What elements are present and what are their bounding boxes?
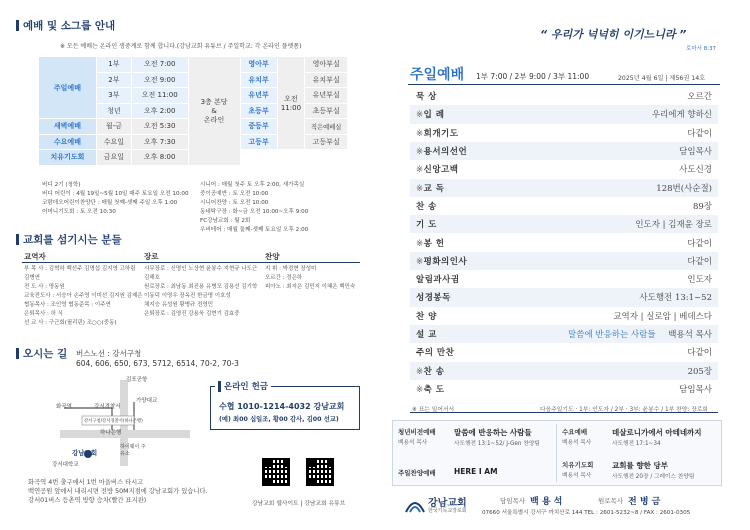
footer-senior-name: 백 용 석 (530, 497, 563, 507)
clergy-4: 협동목사 : 조인영 협동준목 : 이주연 (24, 302, 111, 308)
part-1: 1부 (96, 57, 131, 73)
choir-1: 오르간 : 정은하 (265, 275, 303, 281)
clergy-6: 선 교 사 : 구근회(필리핀) 조○○(중동) (24, 320, 117, 326)
section-bar (218, 381, 221, 392)
order-row (410, 215, 718, 233)
order-label-text: 찬 송 (423, 366, 445, 377)
school-5: 고등부 (240, 134, 277, 150)
room-3: 초등부실 (305, 103, 348, 119)
staff-title-text: 교회를 섬기시는 분들 (23, 234, 122, 246)
room-0: 영아부실 (305, 57, 348, 73)
wed-day: 수요일 (96, 134, 131, 150)
bus-numbers: 604, 606, 650, 673, 5712, 6514, 70-2, 70-3 (76, 359, 239, 368)
school-1: 유치부 (240, 72, 277, 88)
stand-mark: ※ (416, 165, 424, 176)
order-label-text: 기 도 (416, 220, 437, 231)
map-label-hwagok: 화곡역 (56, 404, 72, 410)
stand-mark: ※ (416, 110, 424, 121)
service-title: 주일예배 (410, 67, 465, 83)
order-label-text: 설 교 (416, 330, 437, 341)
note-r-5: 우비테어 : 매월 둘째-셋째 토요일 오후 2:00 (200, 227, 309, 233)
order-value: 다같이 (687, 348, 712, 359)
event-youth-title: 말씀에 반응하는 사람들 (454, 428, 532, 437)
elder-5: 은퇴장로 : 김영진 강용욱 김현기 김효중 (144, 311, 240, 317)
staff-col-choir (265, 265, 355, 292)
map-label-station: 하이웨이 주유소 (120, 444, 146, 457)
order-label (410, 383, 486, 395)
order-value: 오르간 (687, 92, 712, 103)
staff-head-clergy: 교역자 (24, 252, 46, 261)
elder-0: 시무장로 : 신명인 노상현 윤봉수 지현규 나도근 (144, 266, 258, 272)
youtube-qr-icon[interactable] (306, 458, 334, 486)
event-wed-ref: 사도행전 17:1~34 (612, 441, 661, 447)
school-0: 영아부 (240, 57, 277, 73)
footer-senior-label: 담임목사 (500, 497, 526, 505)
order-label (410, 182, 486, 194)
staff-section-title (16, 232, 122, 247)
school-3: 초등부 (240, 103, 277, 119)
order-value: 사도행전 13:1~52 (639, 293, 712, 304)
verse-text: “ 우리가 넉넉히 이기느니라 ” (540, 28, 687, 41)
note-l-2: 코람데오어린이찬양단 : 매월 첫째-셋째 주일 오후 1:00 (42, 200, 178, 206)
order-row (410, 142, 718, 160)
note-r-1: 중이공예반 : 토 오전 10:00 (200, 191, 269, 197)
room-1: 유치부실 (305, 72, 348, 88)
stand-mark: ※ (416, 256, 424, 267)
staff-col-elders (144, 265, 257, 319)
order-value: 인도자 (687, 275, 712, 286)
dawn-time: 오전 5:30 (131, 119, 188, 135)
time-3: 오전 11:00 (131, 88, 188, 104)
clergy-3: 교육전도사 : 서승아 손주영 이미선 김지원 김제은 (24, 293, 143, 299)
order-label (410, 218, 486, 230)
order-row (410, 197, 718, 215)
worship-title-text: 예배 및 소그룹 안내 (23, 20, 116, 32)
event-heal-ref: 사도행전 20장 / 그레이스 찬양팀 (612, 474, 695, 480)
stand-mark: ※ (416, 384, 424, 395)
dawn-day: 월-금 (96, 119, 131, 135)
wed-label: 수요예배 (39, 134, 97, 150)
order-value: 담임목사 (679, 384, 712, 395)
clergy-2: 전 도 사 : 명동원 (24, 284, 65, 290)
footer-church-name: 강남교회 (428, 498, 467, 509)
note-l-3: 어머니기도회 : 토 오전 10:30 (42, 209, 116, 215)
order-label (410, 127, 486, 139)
empty-cell (240, 150, 347, 166)
choir-2: 피아노 : 최지은 김민지 이혜은 백민숙 (265, 284, 356, 290)
staff-head-elders: 장로 (144, 252, 159, 261)
order-value: 다같이 (687, 238, 712, 249)
church-logo-icon (404, 494, 426, 514)
time-4: 오후 2:00 (131, 103, 188, 119)
school-4: 중등부 (240, 119, 277, 135)
stand-mark: ※ (416, 366, 424, 377)
elder-4: 채지승 유성원 황병규 전영민 (144, 302, 214, 308)
note-r-4: FC강남교회 : 월 2회 (200, 218, 251, 224)
date-info: 2025년 4월 6일 | 제56권 14호 (618, 75, 706, 82)
order-row (410, 343, 718, 361)
order-label (410, 108, 486, 120)
note-l-0: 버디 2기 (청학) (42, 182, 81, 188)
place-cell (188, 57, 240, 166)
notes-right (200, 181, 308, 235)
footer-address: 07660 서울특별시 강서구 까치산로 144 TEL : 2601-5232~8 / FAX : 2601-0305 (482, 510, 691, 516)
order-label-text: 교 독 (423, 183, 445, 194)
dir-line-1: 백연공원 앞에서 내리시면 전방 50M지점에 강남교회가 있습니다. (28, 488, 208, 495)
order-label (410, 346, 486, 358)
order-label-text: 주의 만찬 (416, 348, 455, 359)
event-praise-title: HERE I AM (454, 467, 498, 476)
order-row (410, 288, 718, 306)
event-wed-title: 데살로니가에서 아테네까지 (612, 428, 702, 437)
room-4: 직은예배실 (305, 119, 348, 135)
wed-time: 오후 7:30 (131, 134, 188, 150)
room-5: 고등부실 (305, 134, 348, 150)
map-label-gimpo: 김포공항 (126, 377, 148, 383)
service-times: 1부 7:00 / 2부 9:00 / 3부 11:00 (476, 72, 590, 81)
order-value: 205장 (687, 366, 712, 377)
events-divider (556, 424, 557, 482)
order-label (410, 273, 486, 285)
order-label-text: 성경봉독 (416, 293, 451, 304)
stand-mark: ※ (416, 147, 424, 158)
order-label (410, 255, 486, 267)
event-youth-ref: 사도행전 13:1~52/ J-Gen 찬양팀 (454, 441, 540, 447)
map-label-gayang: 가양대교 (136, 398, 158, 404)
place-1: 3층 본당 (200, 97, 228, 106)
dir-line-2: 강서01버스 등촌역 방향 승차(빨간 표지판) (28, 497, 147, 504)
offering-title (215, 380, 271, 392)
event-wed-speaker: 백용석 목사 (562, 440, 592, 446)
order-row (410, 160, 718, 178)
order-label-text: 신앙고백 (423, 165, 459, 176)
sermon-preacher: 백용석 목사 (665, 330, 712, 341)
order-label (410, 90, 486, 102)
map-label-market: 강서대학교 (52, 462, 79, 468)
order-label (410, 163, 486, 175)
school-2: 유년부 (240, 88, 277, 104)
sermon-title: 말씀에 반응하는 사람들 (568, 330, 656, 341)
schedule-table (38, 56, 348, 166)
order-label-text: 용서의선언 (423, 147, 468, 158)
event-youth (398, 427, 436, 446)
order-value: 인도자 | 김재윤 장로 (635, 220, 712, 231)
event-wed (562, 427, 591, 446)
order-value: 우리에게 향하신 (651, 110, 712, 121)
qr-caption: 강남교회 웹사이트 | 강남교회 유튜브 (252, 501, 346, 507)
order-value: 89장 (692, 201, 712, 212)
order-row (410, 325, 718, 343)
dir-line-0: 화곡역 4번 출구에서 1번 마을버스 타시고 (28, 479, 144, 486)
section-bar (16, 348, 19, 359)
order-value: 128번(사순절) (656, 183, 712, 194)
heal-label: 치유기도회 (39, 150, 97, 166)
directions-section-title (16, 346, 67, 361)
order-label (410, 291, 486, 303)
event-wed-label: 수요예배 (562, 428, 588, 436)
order-value: 다같이 (687, 256, 712, 267)
offering-note: (예) 최00 십일조, 황00 감사, 김00 선교) (219, 416, 339, 423)
event-heal-label: 치유기도회 (562, 461, 594, 469)
clergy-5: 은퇴목사 : 허 식 (24, 311, 63, 317)
worship-section-title (16, 18, 115, 33)
order-label-text: 평화의인사 (423, 256, 468, 267)
offering-box (210, 382, 360, 430)
event-heal-speaker: 백용석 목사 (562, 473, 592, 479)
note-r-2: 시니어찬양 : 토 오전 10:00 (200, 200, 269, 206)
order-value: 다같이 (687, 128, 712, 139)
staff-col-clergy (24, 265, 143, 328)
order-top-line (408, 84, 720, 85)
bus-label: 버스노선 : 강서구청 (76, 349, 142, 358)
order-row (410, 105, 718, 123)
order-row (410, 307, 718, 325)
note-r-3: 동네탁구장 : 화~금 오전 10:00~오후 9:00 (200, 209, 309, 215)
footer-church-sub: 한국기독교장로회 (428, 508, 467, 514)
order-value (486, 328, 718, 340)
order-label (410, 145, 486, 157)
event-heal (562, 460, 593, 479)
offering-title-text: 온라인 헌금 (224, 382, 269, 392)
time-2: 오전 9:00 (131, 72, 188, 88)
order-row (410, 124, 718, 142)
footer-emeritus-name: 전 병 금 (628, 497, 661, 507)
order-value: 사도신경 (679, 165, 712, 176)
online-note: ※ 모든 예배는 온라인 생중계로 함께 합니다.(강남교회 유튜브 / 주일학교: 각 온라인 플랫폼) (60, 43, 302, 50)
order-row (410, 87, 718, 105)
clergy-0: 부 목 사 : 김혁하 백선주 김명섭 김지영 고하림 (24, 266, 136, 272)
order-value: 교역자 | 실로암 | 베데스다 (613, 311, 712, 322)
heal-day: 금요일 (96, 150, 131, 166)
school-time: 오전 11:00 (277, 57, 305, 150)
directions-title-text: 오시는 길 (23, 348, 68, 360)
order-row (410, 252, 718, 270)
footer-emeritus-label: 원로목사 (598, 497, 624, 505)
event-youth-label: 청년비전예배 (398, 428, 436, 436)
directions-text (28, 478, 208, 505)
note-l-1: 버디 어린이 : 4월 19일~5월 10일 매주 토요일 오전 10:00 (42, 191, 189, 197)
map-label-church: 강남교회 (72, 449, 98, 457)
order-label-text: 회개기도 (423, 128, 459, 139)
order-label-text: 입 례 (423, 110, 445, 121)
part-2: 2부 (96, 72, 131, 88)
event-youth-speaker: 백용석 목사 (398, 440, 428, 446)
section-bar (16, 20, 19, 31)
choir-0: 지 휘 : 박정현 장성미 (265, 266, 317, 272)
place-amp: & (211, 106, 217, 115)
order-row (410, 270, 718, 288)
elder-3: 이동덕 이영우 장옥진 한금명 이호성 (144, 293, 231, 299)
order-row (410, 179, 718, 197)
stand-mark: ※ (416, 128, 424, 139)
order-label-text: 축 도 (423, 384, 445, 395)
order-label-text: 찬 송 (416, 201, 437, 212)
order-label-text: 묵 상 (416, 92, 437, 103)
stand-note: ※ 표는 일어서서 (412, 407, 455, 413)
part-4: 청년 (96, 103, 131, 119)
order-label (410, 310, 486, 322)
part-3: 3부 (96, 88, 131, 104)
order-row (410, 362, 718, 380)
place-2: 온라인 (203, 115, 225, 124)
clergy-1: 김병연 (24, 275, 40, 281)
order-label-text: 봉 헌 (423, 238, 445, 249)
order-label-text: 알림과사귐 (416, 275, 460, 286)
note-r-0: 시니어 : 매월 첫주 토 오후 2:00, 새가족실 (200, 182, 305, 188)
order-row (410, 233, 718, 251)
elder-2: 원로장로 : 최남동 최진용 유병모 김용선 김기학 (144, 284, 258, 290)
sunday-label: 주일예배 (39, 57, 97, 119)
order-label (410, 365, 486, 377)
section-bar (16, 234, 19, 245)
stand-mark: ※ (416, 238, 424, 249)
map-label-police: 강서경찰서 (94, 404, 121, 410)
event-praise-label: 주일찬양예배 (398, 469, 436, 477)
order-label (410, 237, 486, 249)
map-label-hana: 하나은행 (100, 430, 122, 436)
verse-ref: 로마서 8:37 (686, 46, 717, 52)
map-label-bus-stop: 강서구청/강서경찰서(하나은행) (84, 419, 143, 424)
order-value: 담임목사 (679, 147, 712, 158)
room-2: 유년부실 (305, 88, 348, 104)
offering-account: 수협 1010-1214-4032 강남교회 (219, 402, 345, 411)
elder-1: 김해호 (144, 275, 160, 281)
order-label (410, 328, 486, 340)
heal-time: 오후 8:00 (131, 150, 188, 166)
dawn-label: 새벽예배 (39, 119, 97, 135)
event-heal-title: 교회를 향한 당부 (612, 461, 668, 470)
notes-left (42, 181, 189, 217)
staff-head-choir: 찬양 (265, 252, 280, 261)
order-label (410, 200, 486, 212)
time-1: 오전 7:00 (131, 57, 188, 73)
map-road-horizontal (60, 430, 190, 438)
stand-mark: ※ (416, 183, 424, 194)
staff-divider (22, 262, 360, 263)
website-qr-icon[interactable] (262, 458, 290, 486)
order-label-text: 찬 양 (416, 311, 437, 322)
order-row (410, 380, 718, 398)
next-week-prayer: 다음주일기도 · 1부: 인도자 / 2부 · 3부: 윤봉수 / 1부 찬양: 장로회 (540, 407, 708, 413)
